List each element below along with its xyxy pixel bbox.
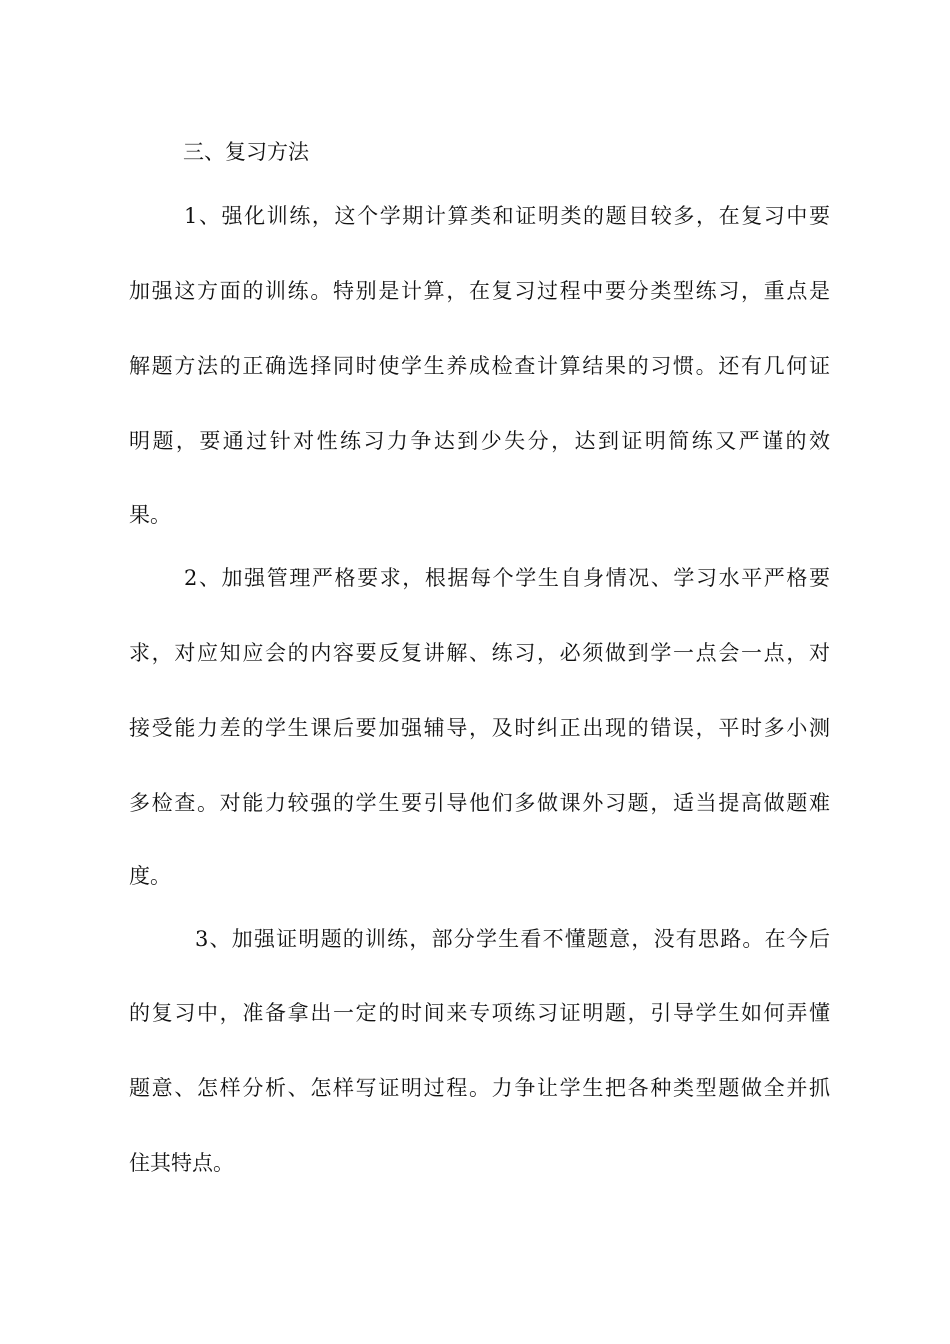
paragraph-1-line-1: 1、强化训练，这个学期计算类和证明类的题目较多，在复习中要 — [184, 204, 830, 228]
paragraph-1-line-2: 加强这方面的训练。特别是计算，在复习过程中要分类型练习，重点是 — [129, 279, 830, 303]
paragraph-3-line-4: 住其特点。 — [129, 1151, 234, 1175]
paragraph-1-line-3: 解题方法的正确选择同时使学生养成检查计算结果的习惯。还有几何证 — [129, 354, 830, 378]
paragraph-1-line-5: 果。 — [129, 503, 171, 527]
paragraph-2-line-1: 2、加强管理严格要求，根据每个学生自身情况、学习水平严格要 — [184, 566, 830, 590]
paragraph-3-line-1: 3、加强证明题的训练，部分学生看不懂题意，没有思路。在今后 — [195, 927, 830, 951]
paragraph-2-line-5: 度。 — [129, 864, 171, 888]
paragraph-3-line-3: 题意、怎样分析、怎样写证明过程。力争让学生把各种类型题做全并抓 — [129, 1076, 830, 1100]
section-heading: 三、复习方法 — [183, 140, 309, 164]
paragraph-2-line-4: 多检查。对能力较强的学生要引导他们多做课外习题，适当提高做题难 — [129, 791, 830, 815]
paragraph-2-line-3: 接受能力差的学生课后要加强辅导，及时纠正出现的错误，平时多小测 — [129, 716, 830, 740]
paragraph-1-line-4: 明题，要通过针对性练习力争达到少失分，达到证明简练又严谨的效 — [129, 429, 830, 453]
paragraph-2-line-2: 求，对应知应会的内容要反复讲解、练习，必须做到学一点会一点，对 — [129, 641, 830, 665]
paragraph-3-line-2: 的复习中，准备拿出一定的时间来专项练习证明题，引导学生如何弄懂 — [129, 1001, 830, 1025]
